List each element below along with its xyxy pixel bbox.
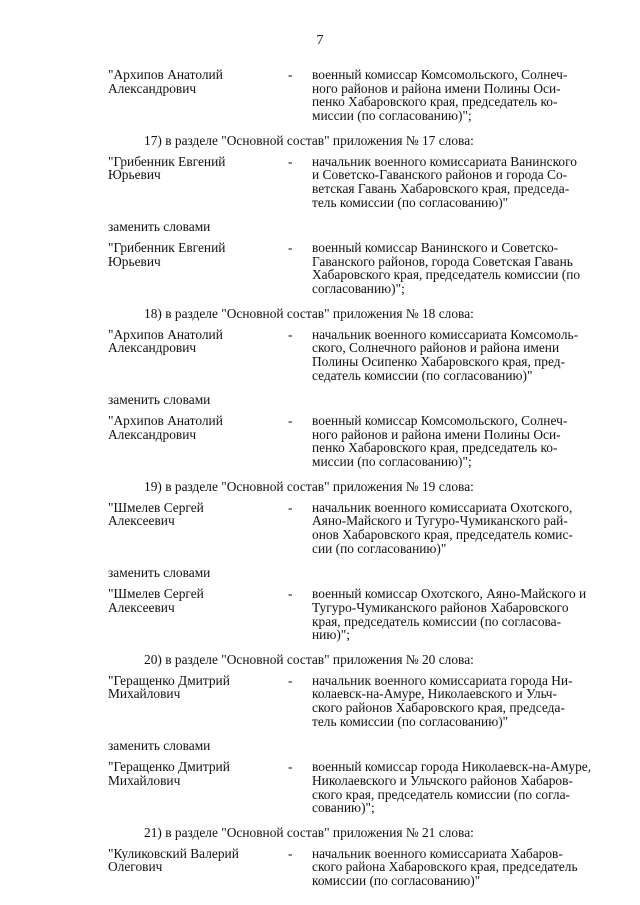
member-entry	[108, 241, 612, 296]
member-name-line: Юрьевич	[108, 253, 161, 269]
member-position-line: военный комиссар Комсомольского, Солнеч-	[312, 413, 568, 429]
member-name-line: "Архипов Анатолий	[108, 67, 223, 82]
entry-dash: -	[288, 153, 293, 169]
amendment-heading: 19) в разделе "Основной состав" приложения № 19 слова:	[144, 478, 474, 494]
member-position-line: сованию)";	[312, 800, 375, 816]
entry-dash: -	[288, 672, 293, 688]
member-entry	[108, 501, 612, 556]
member-position-line: пенко Хабаровского края, председатель ко-	[312, 440, 558, 456]
member-position-line: начальник военного комиссариата Охотского,	[312, 499, 573, 515]
member-position-line: миссии (по согласованию)";	[312, 108, 472, 124]
member-position-line: Тугуро-Чумиканского районов Хабаровского	[312, 599, 569, 615]
member-position-line: начальник военного комиссариата Комсомоль-	[312, 326, 579, 342]
member-position-line: начальник военного комиссариата Ванинского	[312, 153, 577, 169]
member-position-line: ского района Хабаровского края, председатель	[312, 859, 578, 875]
member-entry	[108, 760, 612, 815]
member-position-line: начальник военного комиссариата Хабаров-	[312, 845, 563, 861]
member-position-line: тель комиссии (по согласованию)"	[312, 713, 509, 729]
amendment-heading: 17) в разделе "Основной состав" приложения № 17 слова:	[144, 132, 474, 148]
entry-dash: -	[288, 240, 293, 256]
member-position-line: начальник военного комиссариата города Ни-	[312, 672, 573, 688]
member-position	[312, 587, 612, 642]
replace-with-text: заменить словами	[108, 565, 211, 581]
amendment-heading: 20) в разделе "Основной состав" приложения № 20 слова:	[144, 651, 474, 667]
entry-dash: -	[288, 413, 293, 429]
member-position-line: онов Хабаровского края, председатель комис-	[312, 526, 573, 542]
member-entry	[108, 847, 612, 888]
member-name	[108, 414, 288, 469]
member-name-line: Михайлович	[108, 686, 181, 702]
member-name-line: Олегович	[108, 859, 163, 875]
member-position-line: Гаванского районов, города Советская Гавань	[312, 253, 573, 269]
member-position-line: Николаевского и Ульчского районов Хабаров-	[312, 772, 573, 788]
member-name-line: Михайлович	[108, 772, 181, 788]
member-position	[312, 155, 612, 210]
member-entry	[108, 414, 612, 469]
member-name-line: Александрович	[108, 426, 197, 442]
member-name	[108, 674, 288, 729]
member-position-line: пенко Хабаровского края, председатель ко-	[312, 94, 558, 110]
member-position-line: ветская Гавань Хабаровского края, председа-	[312, 180, 570, 196]
member-position-line: сии (по согласованию)"	[312, 540, 447, 556]
member-name-line: "Куликовский Валерий	[108, 845, 239, 861]
entry-dash: -	[288, 845, 293, 861]
entry-dash: -	[288, 326, 293, 342]
member-entry	[108, 155, 612, 210]
entry-dash: -	[288, 759, 293, 775]
member-name	[108, 241, 288, 296]
member-name	[108, 501, 288, 556]
member-name-line: "Геращенко Дмитрий	[108, 759, 230, 775]
member-name-line: "Архипов Анатолий	[108, 326, 223, 342]
member-position-line: ского, Солнечного районов и района имени	[312, 340, 560, 356]
member-position-line: миссии (по согласованию)";	[312, 454, 472, 470]
replace-with-text: заменить словами	[108, 738, 211, 754]
member-name-line: "Шмелев Сергей	[108, 586, 204, 602]
member-name-line: Алексеевич	[108, 513, 175, 529]
member-position-line: нию)";	[312, 627, 350, 643]
member-name	[108, 155, 288, 210]
member-position-line: согласованию)";	[312, 281, 405, 297]
entry-dash: -	[288, 586, 293, 602]
member-name-line: Александрович	[108, 340, 197, 356]
member-name-line: "Шмелев Сергей	[108, 499, 204, 515]
member-name-line: "Геращенко Дмитрий	[108, 672, 230, 688]
document-body	[108, 68, 612, 899]
member-position	[312, 328, 612, 383]
member-position-line: Хабаровского края, председатель комиссии (по	[312, 267, 581, 283]
amendment-heading: 18) в разделе "Основной состав" приложения № 18 слова:	[144, 305, 474, 321]
replace-with-text: заменить словами	[108, 392, 211, 408]
member-name-line: "Грибенник Евгений	[108, 153, 226, 169]
member-position-line: военный комиссар Ванинского и Советско-	[312, 240, 559, 256]
member-name	[108, 328, 288, 383]
member-position	[312, 68, 612, 123]
replace-with-text: заменить словами	[108, 219, 211, 235]
member-position-line: колаевск-на-Амуре, Николаевского и Ульч-	[312, 686, 557, 702]
member-entry	[108, 587, 612, 642]
member-position-line: Полины Осипенко Хабаровского края, пред-	[312, 353, 566, 369]
member-position-line: Аяно-Майского и Тугуро-Чумиканского рай-	[312, 513, 568, 529]
member-entry	[108, 328, 612, 383]
member-position-line: комиссии (по согласованию)"	[312, 873, 481, 889]
member-entry	[108, 68, 612, 123]
member-position	[312, 414, 612, 469]
member-position-line: ного районов и района имени Полины Оси-	[312, 426, 561, 442]
member-position-line: ского края, председатель комиссии (по согла-	[312, 786, 570, 802]
member-position	[312, 501, 612, 556]
member-position-line: тель комиссии (по согласованию)"	[312, 194, 509, 210]
page-number: 7	[316, 33, 324, 48]
member-position-line: военный комиссар Охотского, Аяно-Майского и	[312, 586, 587, 602]
member-entry	[108, 674, 612, 729]
member-position	[312, 847, 612, 888]
member-position	[312, 760, 612, 815]
member-position	[312, 674, 612, 729]
member-name-line: Алексеевич	[108, 599, 175, 615]
member-position-line: и Советско-Гаванского районов и города Со-	[312, 167, 568, 183]
member-name	[108, 847, 288, 888]
member-name-line: "Грибенник Евгений	[108, 240, 226, 256]
member-position-line: края, председатель комиссии (по согласова-	[312, 613, 562, 629]
member-name	[108, 68, 288, 123]
member-position-line: военный комиссар Комсомольского, Солнеч-	[312, 67, 568, 82]
member-position-line: военный комиссар города Николаевск-на-Амуре,	[312, 759, 592, 775]
amendment-heading: 21) в разделе "Основной состав" приложения № 21 слова:	[144, 824, 474, 840]
member-name-line: "Архипов Анатолий	[108, 413, 223, 429]
entry-dash: -	[288, 67, 293, 82]
member-name	[108, 587, 288, 642]
member-position-line: ного районов и района имени Полины Оси-	[312, 80, 561, 96]
entry-dash: -	[288, 499, 293, 515]
member-name-line: Юрьевич	[108, 167, 161, 183]
member-position-line: седатель комиссии (по согласованию)"	[312, 367, 533, 383]
member-name-line: Александрович	[108, 80, 197, 96]
member-name	[108, 760, 288, 815]
member-position-line: ского районов Хабаровского края, председа-	[312, 700, 565, 716]
member-position	[312, 241, 612, 296]
